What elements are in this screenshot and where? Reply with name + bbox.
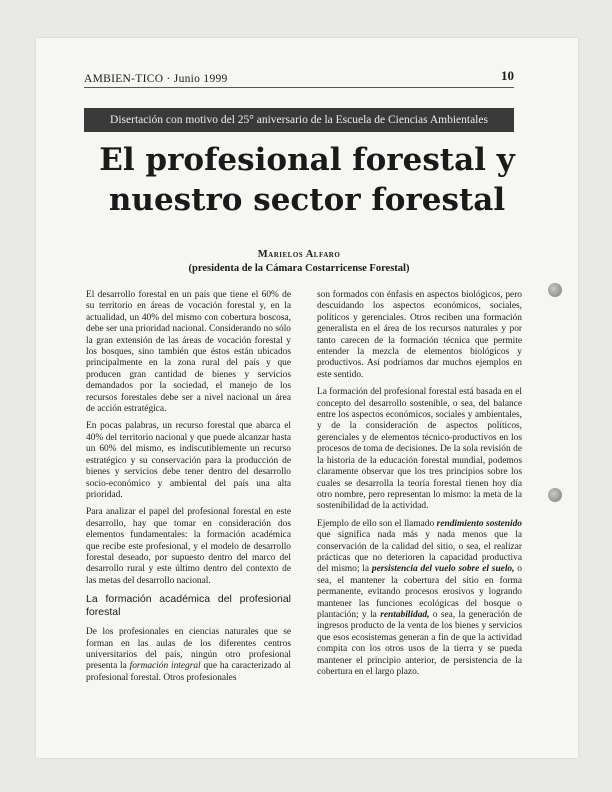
- text-run: que ha caracterizado al profesional forestal. Otros profesionales: [86, 661, 292, 683]
- article-title: [72, 140, 542, 220]
- paragraph: [317, 519, 522, 679]
- running-header: [84, 68, 514, 88]
- text-run: De los profesionales en ciencias naturales que se forman en las aulas de los diferentes centros universitarios del país, ningún otro profesional presenta la: [86, 627, 291, 672]
- left-column: [86, 290, 291, 690]
- occasion-banner: Disertación con motivo del 25° aniversario de la Escuela de Ciencias Ambientales: [84, 108, 514, 132]
- byline: [84, 248, 514, 276]
- right-column: [317, 290, 522, 684]
- text-run: o sea, el mantener la cobertura del sitio en forma permanente, evitando procesos erosivos y logrando mantener las funciones ecológicas del bosque o plantación; y la: [317, 564, 522, 620]
- page-number: 10: [501, 68, 514, 83]
- binder-hole: [548, 488, 562, 502]
- paragraph: son formados con énfasis en aspectos biológicos, pero descuidando los aspectos económicos, sociales, políticos y gerenciales. Otros reciben una formación generalista en el área de los recursos naturales y por tanto carecen de la formación técnica que permite entender la mezcla de elementos biológicos y productivos. Así podríamos dar muchos ejemplos en este sentido.: [317, 290, 522, 380]
- author-affiliation: (presidenta de la Cámara Costarricense Forestal): [188, 263, 410, 274]
- title-line-2: nuestro sector forestal: [108, 182, 506, 218]
- emphasis-text: rentabilidad,: [380, 609, 430, 620]
- text-run: que significa nada más y nada menos que la conservación de la calidad del sitio, o sea, el realizar prácticas que no deterioren la capacidad productiva del mismo; la: [317, 530, 522, 575]
- paragraph: En pocas palabras, un recurso forestal que abarca el 40% del territorio nacional y que puede alcanzar hasta un 60% del mismo, es indiscutiblemente un recurso estratégico y su conservación para la producción de bienes y servicios debe tener dentro del desarrollo socio-económico y ambiental del país una alta prioridad.: [86, 421, 291, 500]
- text-run: Ejemplo de ello son el llamado: [317, 518, 437, 529]
- paragraph: Para analizar el papel del profesional forestal en este desarrollo, hay que tomar en consideración dos elementos fundamentales: la formación académica que recibe este profesional, y el modelo de desarrollo forestal deseado, por supuesto dentro del marco del desarrollo rural y este último dentro del contexto de las metas del desarrollo nacional.: [86, 507, 291, 586]
- author-name: Marielos Alfaro: [257, 249, 341, 260]
- paragraph: El desarrollo forestal en un país que tiene el 60% de su territorio en áreas de vocación forestal y, en la actualidad, un 40% del mismo con cobertura boscosa, debe ser una prioridad nacional. Considerando no sólo la gran extensión de las áreas de vocación forestal y los bosques, sino también que éstos están ubicados principalmente en la zona rural del país y que producen gran cantidad de bienes y servicios demandados por la sociedad, el manejo de los recursos forestales debe ser a nivel nacional un área de acción estratégica.: [86, 290, 291, 415]
- title-line-1: El profesional forestal y: [99, 142, 515, 178]
- text-run: o sea, la generación de ingresos producto de la venta de los bienes y servicios que esos ecosistemas generan a fin de que la actividad compita con los otros usos de la tierra y se pueda mantener el principio anterior, de persistencia de la cobertura en el largo plazo.: [317, 609, 522, 677]
- publication-name: AMBIEN-TICO · Junio 1999: [84, 73, 228, 85]
- emphasis-text: formación integral: [129, 661, 201, 672]
- paragraph: [86, 627, 291, 684]
- binder-hole: [548, 283, 562, 297]
- section-heading: La formación académica del profesional forestal: [86, 593, 291, 619]
- emphasis-text: rendimiento sostenido: [436, 518, 522, 529]
- paragraph: La formación del profesional forestal está basada en el concepto del desarrollo sostenible, o sea, del balance entre los aspectos económicos, sociales y ambientales, y de la consideración de aspectos políticos, gerenciales y de elementos técnico-productivos en los procesos de toma de decisiones. De la sola revisión de la historia de la educación forestal mundial, podemos claramente observar que los tres principios sobre los cuales se desarrolla la teoría forestal tienen hoy día otro nombre, pero representan lo mismo: la meta de la sostenibilidad de la actividad.: [317, 387, 522, 512]
- emphasis-text: persistencia del vuelo sobre el suelo,: [371, 564, 515, 575]
